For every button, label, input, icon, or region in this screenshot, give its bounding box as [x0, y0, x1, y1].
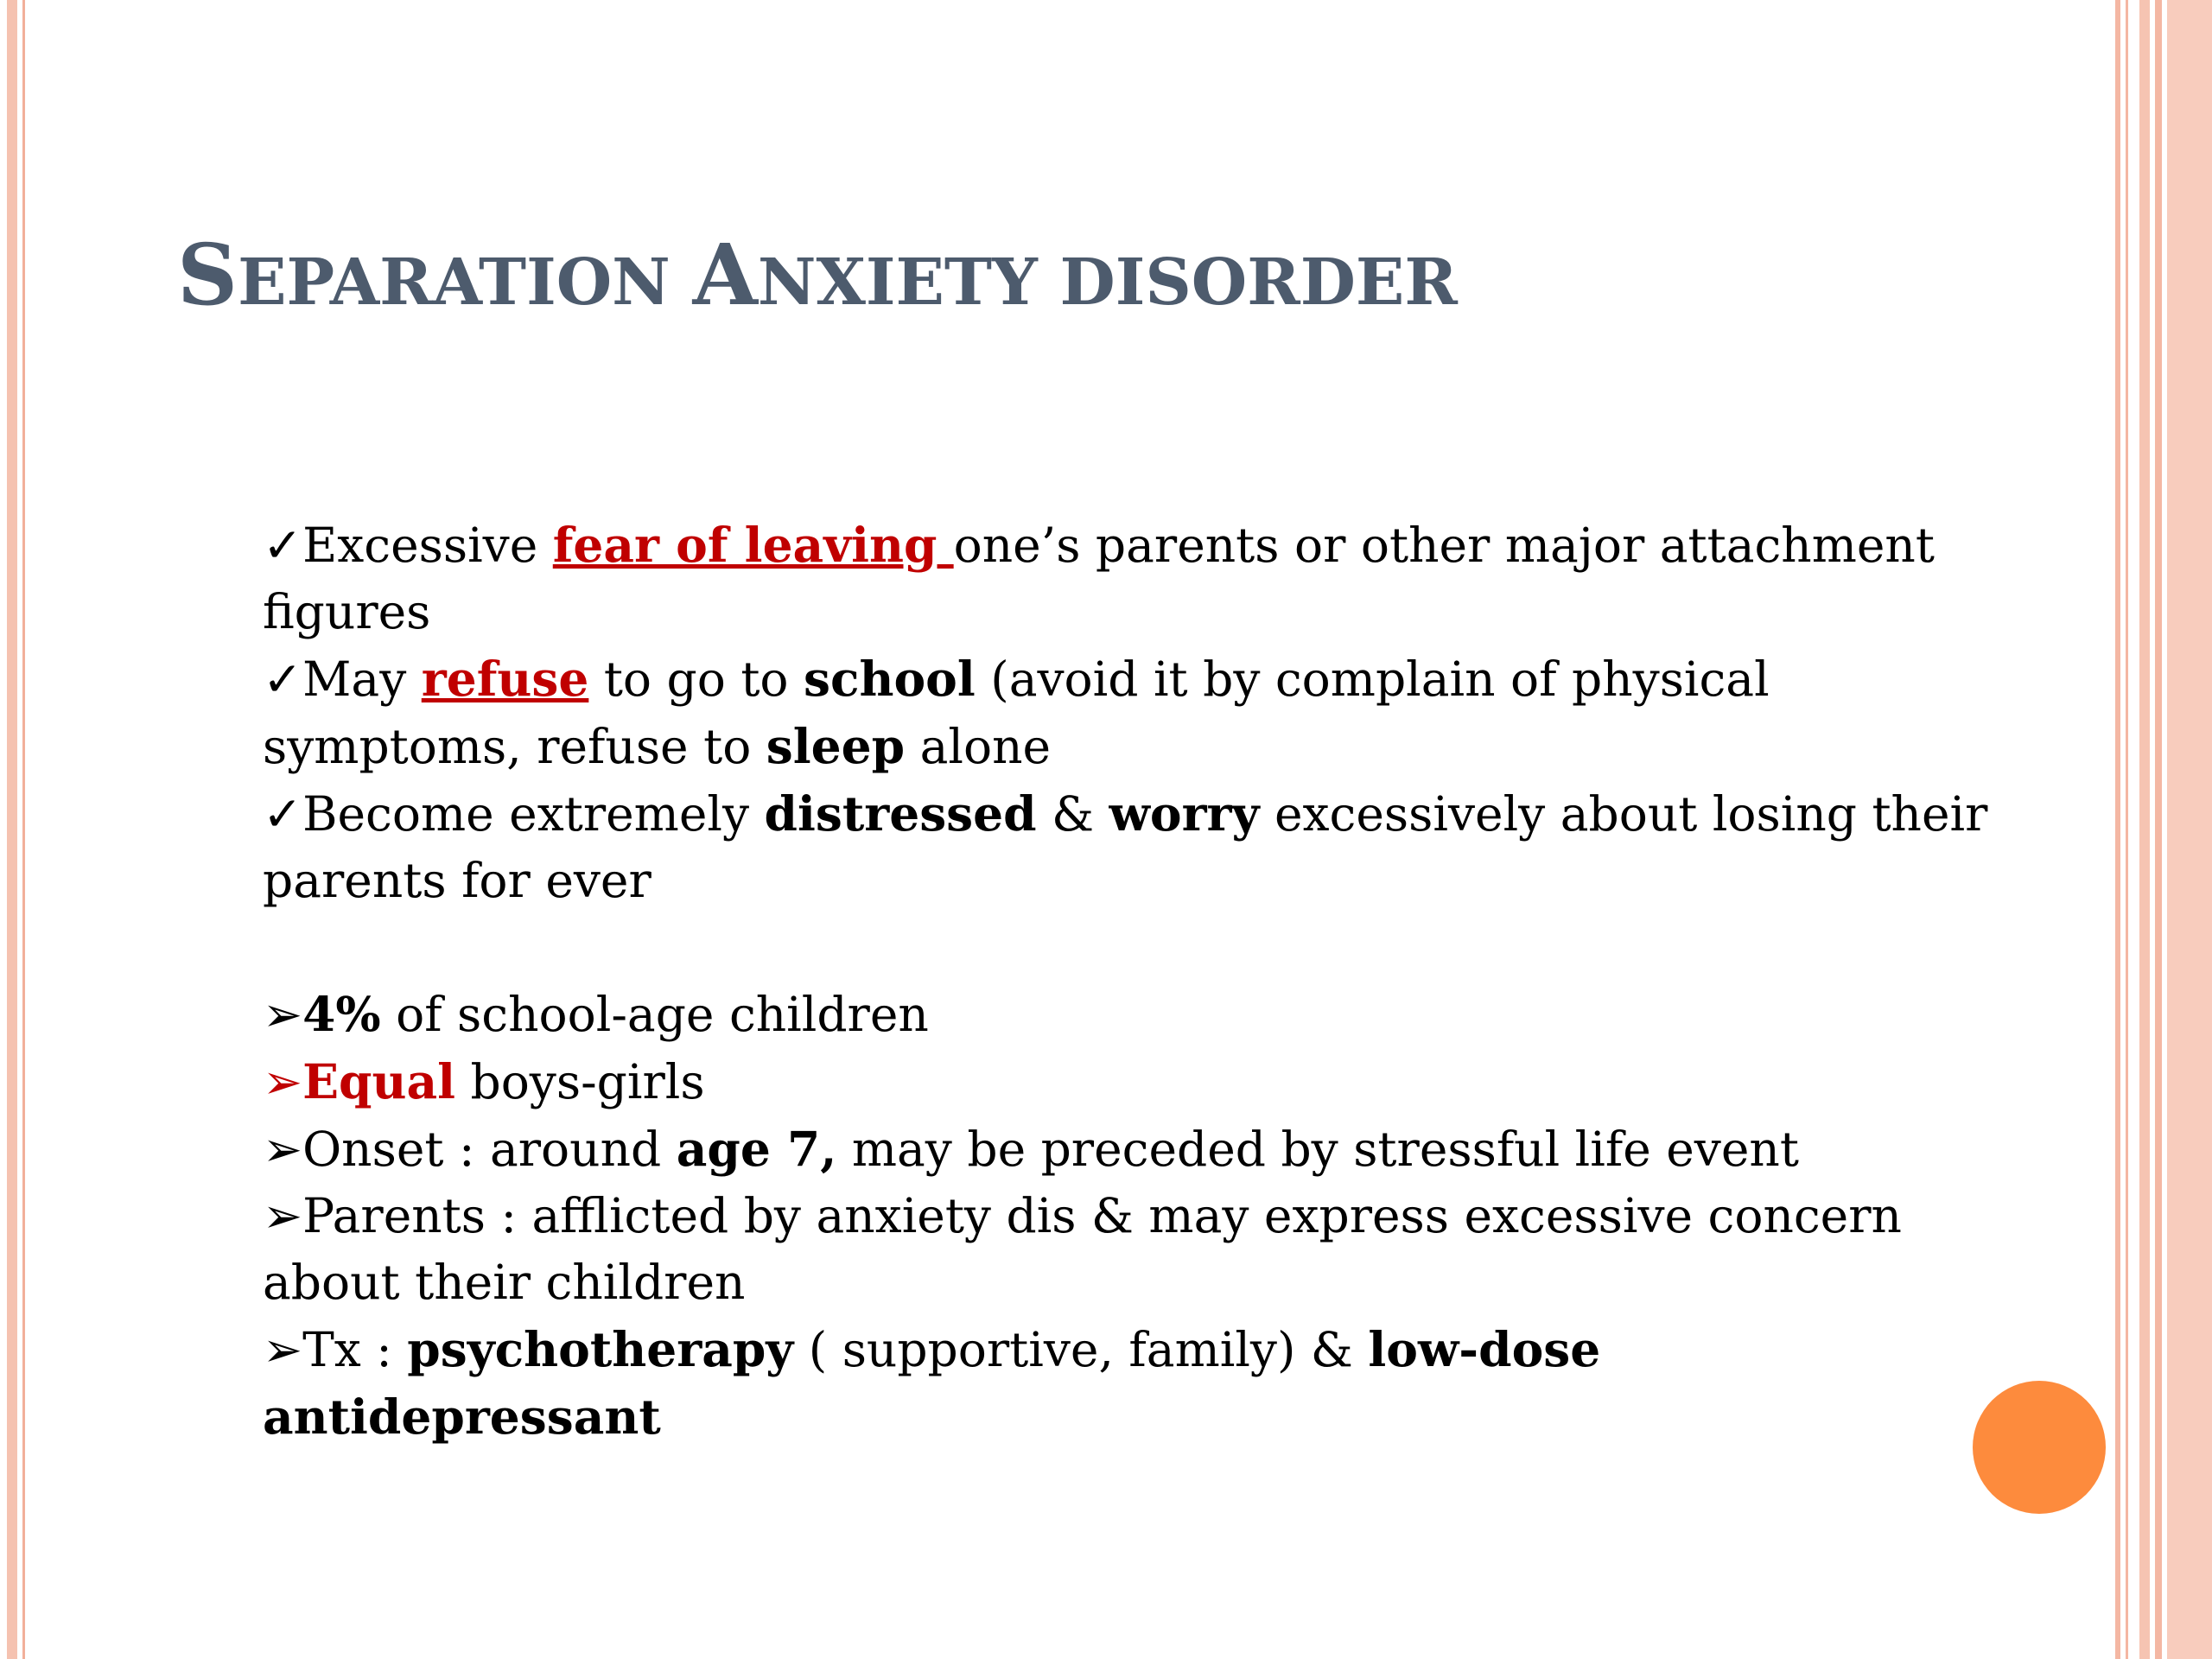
text: Tx : [302, 1322, 408, 1377]
text: excessively about losing their parents for ever [263, 786, 1988, 908]
arrow-bullet-icon: ➢ [263, 1188, 303, 1243]
left-border-stripe [7, 0, 17, 1659]
slide-body [263, 512, 1991, 1451]
arrow-bullet-item-parents [263, 1183, 1991, 1316]
title-part-nxiety-disorder: NXIETY DISORDER [757, 245, 1458, 320]
arrow-bullet-icon-red: ➢ [263, 1054, 303, 1109]
bold-age: age 7, [676, 1121, 837, 1177]
bold-sleep: sleep [766, 718, 906, 774]
text: of school-age children [380, 987, 929, 1042]
emphasis-fear-of-leaving: fear of leaving [552, 517, 954, 573]
bold-worry: worry [1109, 785, 1260, 842]
left-border-line [22, 0, 25, 1659]
right-border-band-3 [2167, 0, 2212, 1659]
bold-equal: Equal [302, 1053, 455, 1109]
text: to go to [588, 652, 804, 707]
text: boys-girls [455, 1054, 705, 1109]
bold-percent: 4% [302, 986, 381, 1042]
text: & [1036, 786, 1109, 842]
checkmark-icon: ✓ [263, 786, 303, 842]
text: may be preceded by stressful life event [836, 1122, 1799, 1177]
text: Excessive [302, 518, 553, 573]
text: one’s parents or other major attachment figures [263, 518, 1935, 639]
text: Onset : around [302, 1122, 677, 1177]
text: May [302, 652, 422, 707]
check-bullet-item-distressed [263, 780, 1991, 914]
emphasis-refuse: refuse [421, 651, 589, 707]
arrow-bullet-item-onset [263, 1116, 1991, 1183]
arrow-bullet-item-equal [263, 1048, 1991, 1116]
checkmark-icon: ✓ [263, 652, 303, 707]
bold-psychotherapy: psychotherapy [407, 1321, 794, 1377]
text: Parents : afflicted by anxiety dis & may express excessive concern about their children [263, 1188, 1902, 1310]
text: alone [905, 719, 1052, 774]
arrow-bullet-item-treatment [263, 1316, 1991, 1451]
check-bullet-item-refuse [263, 645, 1991, 780]
title-part-eparation: EPARATION [238, 245, 693, 320]
right-border-line-1 [2115, 0, 2120, 1659]
right-border-line-2 [2126, 0, 2128, 1659]
arrow-bullet-icon: ➢ [263, 1122, 303, 1177]
right-border-band-2 [2155, 0, 2162, 1659]
check-bullet-item-fear [263, 512, 1991, 645]
arrow-bullet-item-prevalence [263, 981, 1991, 1048]
text: Become extremely [302, 786, 765, 842]
title-initial-s: S [177, 226, 238, 324]
arrow-bullet-icon: ➢ [263, 1322, 303, 1377]
title-initial-a: A [692, 226, 758, 324]
decorative-orange-circle [1973, 1381, 2106, 1514]
right-border-band-1 [2139, 0, 2150, 1659]
bold-distressed: distressed [764, 785, 1037, 842]
bold-school: school [804, 651, 976, 707]
arrow-bullet-icon: ➢ [263, 987, 303, 1042]
bullet-spacer [263, 914, 1991, 981]
text: (avoid it by complain of physical symptoms, refuse to [263, 652, 1770, 774]
text: ( supportive, family) & [793, 1322, 1369, 1377]
checkmark-icon: ✓ [263, 518, 303, 573]
bold-low-dose-antidepressant: low-dose antidepressant [263, 1321, 1601, 1445]
slide-title [177, 226, 1458, 324]
